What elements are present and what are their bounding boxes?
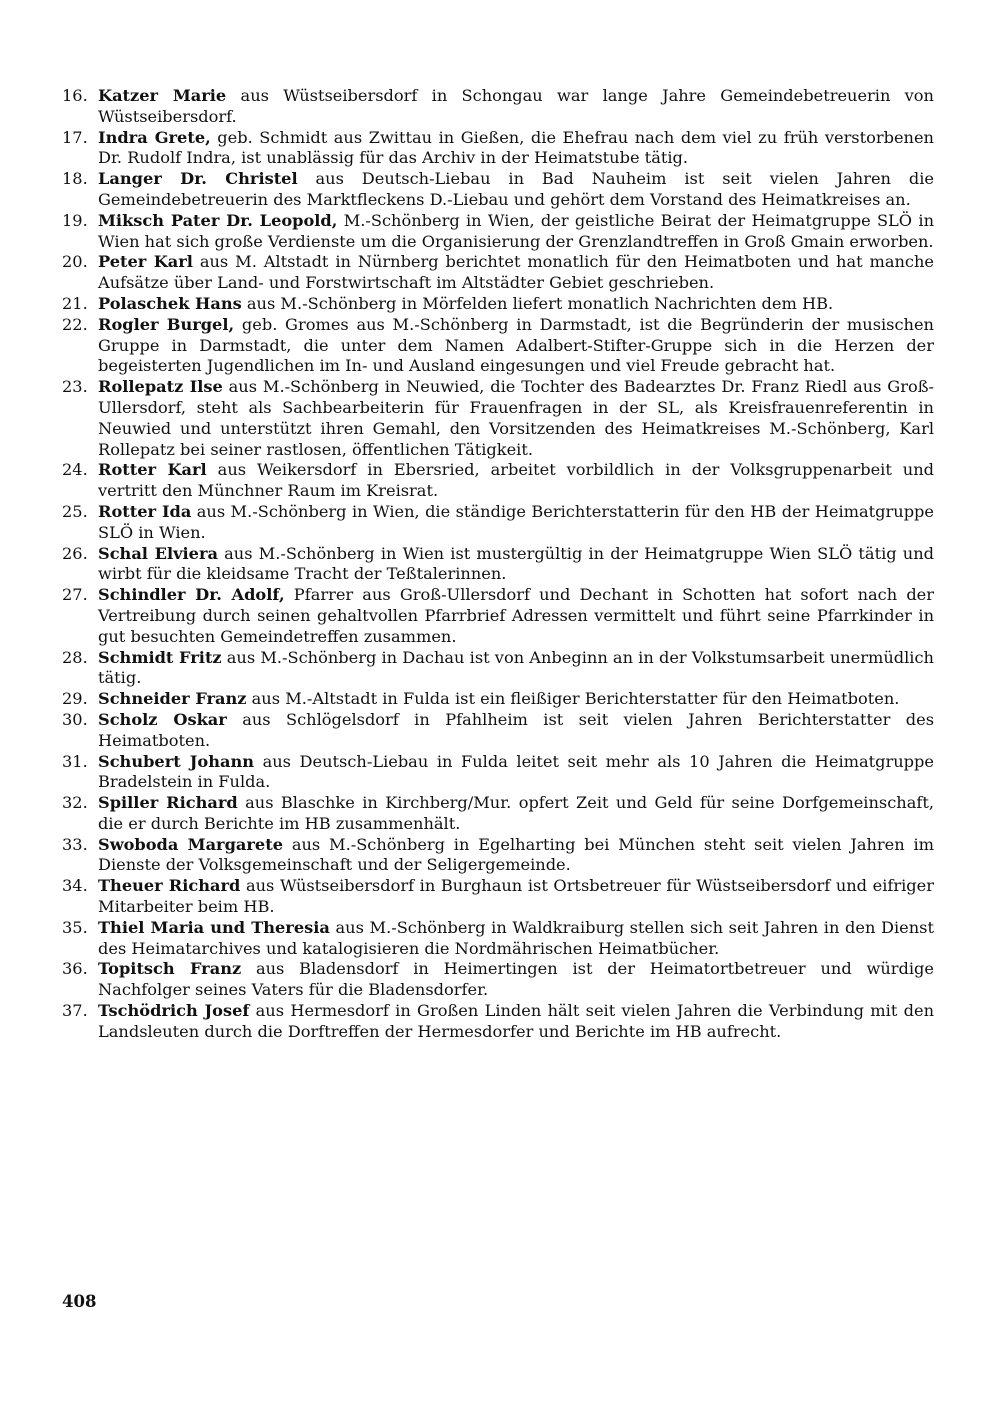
entry-name: Katzer Marie bbox=[98, 86, 227, 105]
entry-body bbox=[98, 710, 934, 752]
entry-text: aus M.-Altstadt in Fulda ist ein fleißiger Berichterstatter für den Heimatboten. bbox=[246, 689, 900, 709]
list-item bbox=[62, 876, 934, 918]
list-item bbox=[62, 169, 934, 211]
entry-name: Spiller Richard bbox=[98, 793, 238, 813]
entry-name: Schindler Dr. Adolf, bbox=[98, 585, 285, 605]
entry-body bbox=[98, 502, 934, 544]
list-item bbox=[62, 648, 934, 690]
entry-name: Miksch Pater Dr. Leopold, bbox=[98, 210, 338, 230]
list-item bbox=[62, 793, 934, 835]
entry-body bbox=[98, 169, 934, 211]
list-item bbox=[62, 294, 934, 315]
list-item bbox=[62, 918, 934, 960]
entry-body bbox=[98, 876, 934, 918]
page-number: 408 bbox=[62, 1292, 97, 1311]
entry-body bbox=[98, 544, 934, 586]
entry-number: 31. bbox=[62, 751, 88, 771]
entry-name: Swoboda Margarete bbox=[98, 834, 283, 854]
entry-body bbox=[98, 648, 934, 690]
entry-number: 32. bbox=[62, 793, 88, 813]
list-item bbox=[62, 252, 934, 294]
list-item bbox=[62, 1001, 934, 1043]
list-item bbox=[62, 544, 934, 586]
entry-body bbox=[98, 918, 934, 960]
list-item bbox=[62, 710, 934, 752]
entry-name: Topitsch Franz bbox=[98, 959, 242, 979]
entry-text: aus M.-Schönberg in Mörfelden liefert monatlich Nachrichten dem HB. bbox=[241, 293, 834, 313]
entry-text: geb. Schmidt aus Zwittau in Gießen, die Ehefrau nach dem viel zu früh verstorbenen Dr. Rudolf Indra, ist unablässig für das Archiv in der Heimatstube tätig. bbox=[98, 127, 934, 168]
entry-text: aus M.-Schönberg in Egelharting bei München steht seit vielen Jahren im Dienste der Volksgemeinschaft und der Seligergemeinde. bbox=[98, 834, 934, 875]
entry-name: Langer Dr. Christel bbox=[98, 169, 298, 189]
entry-number: 27. bbox=[62, 585, 88, 605]
entry-number: 33. bbox=[62, 834, 88, 854]
entry-number: 20. bbox=[62, 252, 88, 272]
entry-text: M.-Schönberg in Wien, der geistliche Beirat der Heimatgruppe SLÖ in Wien hat sich große Verdienste um die Organisierung der Grenzlandtreffen in Groß Gmain erworben. bbox=[98, 210, 934, 251]
list-item bbox=[62, 315, 934, 377]
entry-number: 25. bbox=[62, 501, 88, 521]
entry-text: aus M.-Schönberg in Wien, die ständige Berichterstatterin für den HB der Heimatgruppe SLÖ in Wien. bbox=[98, 501, 934, 542]
entry-text: aus Schlögelsdorf in Pfahlheim ist seit vielen Jahren Berichterstatter des Heimatboten. bbox=[98, 709, 934, 750]
entry-body bbox=[98, 128, 934, 170]
entry-name: Indra Grete, bbox=[98, 127, 211, 147]
entry-name: Rotter Karl bbox=[98, 460, 207, 480]
entry-text: aus Deutsch-Liebau in Bad Nauheim ist seit vielen Jahren die Gemeindebetreuerin des Marktfleckens D.-Liebau und gehört dem Vorstand des Heimatkreises an. bbox=[98, 169, 934, 209]
entry-body bbox=[98, 689, 934, 710]
entry-text: aus Deutsch-Liebau in Fulda leitet seit mehr als 10 Jahren die Heimatgruppe Bradelstein in Fulda. bbox=[98, 751, 934, 792]
entry-body bbox=[98, 752, 934, 794]
entry-body bbox=[98, 460, 934, 502]
list-item bbox=[62, 502, 934, 544]
entry-text: aus M.-Schönberg in Waldkraiburg stellen sich seit Jahren in den Dienst des Heimatarchives und katalogisieren die Nordmährischen Heimatbücher. bbox=[98, 917, 934, 958]
entry-body bbox=[98, 793, 934, 835]
entry-name: Schubert Johann bbox=[98, 751, 255, 771]
entry-body bbox=[98, 315, 934, 377]
list-item bbox=[62, 835, 934, 877]
entry-body bbox=[98, 377, 934, 460]
entry-body bbox=[98, 86, 934, 128]
entry-number: 23. bbox=[62, 377, 88, 397]
entry-number: 36. bbox=[62, 959, 88, 979]
entry-body bbox=[98, 1001, 934, 1043]
entry-name: Scholz Oskar bbox=[98, 709, 227, 729]
entry-name: Schal Elviera bbox=[98, 543, 218, 563]
entry-text: aus M. Altstadt in Nürnberg berichtet monatlich für den Heimatboten und hat manche Aufsätze über Land- und Forstwirtschaft im Altstädter Gebiet geschrieben. bbox=[98, 252, 934, 293]
entry-name: Schmidt Fritz bbox=[98, 647, 222, 667]
entry-number: 21. bbox=[62, 293, 88, 313]
entry-number: 18. bbox=[62, 169, 88, 189]
entry-number: 22. bbox=[62, 314, 88, 334]
entry-body bbox=[98, 294, 934, 315]
entry-body bbox=[98, 959, 934, 1001]
list-item bbox=[62, 86, 934, 128]
entry-body bbox=[98, 835, 934, 877]
entry-number: 28. bbox=[62, 647, 88, 667]
entry-number: 29. bbox=[62, 689, 88, 709]
entry-name: Rotter Ida bbox=[98, 501, 192, 521]
entry-number: 24. bbox=[62, 460, 88, 480]
list-item bbox=[62, 959, 934, 1001]
list-item bbox=[62, 377, 934, 460]
entry-number: 34. bbox=[62, 876, 88, 896]
entry-name: Schneider Franz bbox=[98, 689, 247, 709]
entry-name: Theuer Richard bbox=[98, 876, 241, 896]
entry-text: aus Wüstseibersdorf in Burghaun ist Ortsbetreuer für Wüstseibersdorf und eifriger Mitarbeiter beim HB. bbox=[98, 876, 934, 917]
list-item bbox=[62, 689, 934, 710]
entry-number: 19. bbox=[62, 210, 88, 230]
entry-name: Rollepatz Ilse bbox=[98, 377, 223, 397]
entry-number: 37. bbox=[62, 1001, 88, 1021]
entry-text: aus Weikersdorf in Ebersried, arbeitet vorbildlich in der Volksgruppenarbeit und vertritt den Münchner Raum im Kreisrat. bbox=[98, 460, 935, 501]
entry-body bbox=[98, 252, 934, 294]
entry-body bbox=[98, 585, 934, 647]
entry-text: aus Wüstseibersdorf in Schongau war lange Jahre Gemeindebetreuerin von Wüstseibersdorf. bbox=[98, 86, 934, 126]
entry-text: aus M.-Schönberg in Dachau ist von Anbeginn an in der Volkstumsarbeit unermüdlich tätig. bbox=[98, 647, 934, 688]
list-item bbox=[62, 128, 934, 170]
list-item bbox=[62, 211, 934, 253]
entry-text: geb. Gromes aus M.-Schönberg in Darmstadt, ist die Begründerin der musischen Gruppe in Darmstadt, die unter dem Namen Adalbert-Stifter-Gruppe sich in die Herzen der begeisterten Jugendlichen im In- und Ausland eingesungen und viel Freude gebracht hat. bbox=[98, 314, 934, 376]
list-item bbox=[62, 752, 934, 794]
entry-number: 16. bbox=[62, 86, 88, 105]
entry-name: Tschödrich Josef bbox=[98, 1001, 250, 1021]
entry-body bbox=[98, 211, 934, 253]
list-item bbox=[62, 460, 934, 502]
entry-text: aus M.-Schönberg in Neuwied, die Tochter des Badearztes Dr. Franz Riedl aus Groß-Ullersdorf, steht als Sachbearbeiterin für Frauenfragen in der SL, als Kreisfrauenreferentin in Neuwied und unterstützt ihren Gemahl, den Vorsitzenden des Heimatkreises M.-Schönberg, Karl Rollepatz bei seiner rastlosen, öffentlichen Tätigkeit. bbox=[98, 377, 935, 459]
entry-list bbox=[62, 86, 934, 1043]
entry-number: 30. bbox=[62, 709, 88, 729]
entry-text: aus M.-Schönberg in Wien ist mustergültig in der Heimatgruppe Wien SLÖ tätig und wirbt für die kleidsame Tracht der Teßtalerinnen. bbox=[98, 543, 934, 584]
list-item bbox=[62, 585, 934, 647]
entry-number: 17. bbox=[62, 127, 88, 147]
entry-name: Polaschek Hans bbox=[98, 293, 242, 313]
entry-text: Pfarrer aus Groß-Ullersdorf und Dechant in Schotten hat sofort nach der Vertreibung durch seinen gehaltvollen Pfarrbrief Adressen vermittelt und führt seine Pfarrkinder in gut besuchten Gemeindetreffen zusammen. bbox=[98, 585, 934, 646]
entry-text: aus Blaschke in Kirchberg/Mur. opfert Zeit und Geld für seine Dorfgemeinschaft, die er durch Berichte im HB zusammenhält. bbox=[98, 793, 934, 833]
entry-number: 26. bbox=[62, 543, 88, 563]
entry-name: Thiel Maria und Theresia bbox=[98, 917, 330, 937]
entry-name: Peter Karl bbox=[98, 252, 193, 272]
entry-text: aus Hermesdorf in Großen Linden hält seit vielen Jahren die Verbindung mit den Landsleuten durch die Dorftreffen der Hermesdorfer und Berichte im HB aufrecht. bbox=[98, 1001, 934, 1041]
entry-name: Rogler Burgel, bbox=[98, 314, 235, 334]
entry-number: 35. bbox=[62, 917, 88, 937]
entry-text: aus Bladensdorf in Heimertingen ist der Heimatortbetreuer und würdige Nachfolger seines Vaters für die Bladensdorfer. bbox=[98, 959, 934, 1000]
